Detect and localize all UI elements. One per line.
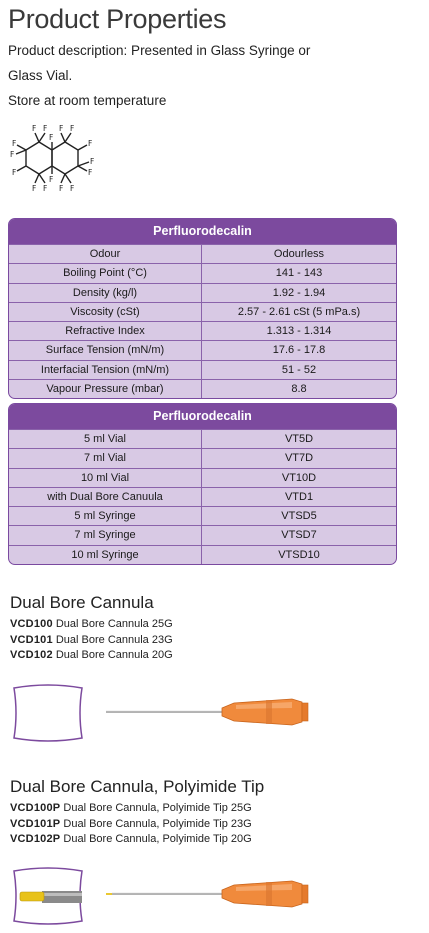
list-item: VCD102P Dual Bore Cannula, Polyimide Tip 20G: [10, 833, 252, 845]
list-item: VCD102 Dual Bore Cannula 20G: [10, 649, 173, 661]
product-description-line-1: Product description: Presented in Glass Syringe or: [8, 43, 311, 58]
table-row: Surface Tension (mN/m) 17.6 - 17.8: [9, 340, 396, 359]
product-description-line-2: Glass Vial.: [8, 68, 73, 83]
dual-bore-cannula-list: [10, 617, 173, 664]
product-codes-table: [8, 403, 397, 565]
cannula-tip-closeup-frame: [12, 682, 84, 744]
svg-text:F: F: [12, 168, 17, 177]
page-title: Product Properties: [8, 4, 227, 34]
svg-text:F: F: [43, 184, 48, 193]
table-row: 5 ml Syringe VTSD5: [9, 506, 396, 525]
polyimide-cannula-title: Dual Bore Cannula, Polyimide Tip: [10, 777, 265, 796]
list-item: VCD101 Dual Bore Cannula 23G: [10, 633, 173, 646]
list-item: VCD101P Dual Bore Cannula, Polyimide Tip 23G: [10, 817, 252, 830]
svg-text:F: F: [10, 150, 15, 159]
table-row: Vapour Pressure (mbar) 8.8: [9, 379, 396, 398]
properties-table-header: Perfluorodecalin: [9, 219, 396, 244]
dual-bore-cannula-image: [106, 694, 312, 730]
table-row: 5 ml Vial VT5D: [9, 429, 396, 448]
svg-text:F: F: [32, 124, 37, 133]
table-row: with Dual Bore Canuula VTD1: [9, 487, 396, 506]
svg-text:F: F: [70, 184, 75, 193]
svg-text:F: F: [88, 139, 93, 148]
table-row: Refractive Index 1.313 - 1.314: [9, 321, 396, 340]
table-row: 7 ml Vial VT7D: [9, 448, 396, 467]
table-row: Density (kg/l) 1.92 - 1.94: [9, 283, 396, 302]
table-row: Viscosity (cSt) 2.57 - 2.61 cSt (5 mPa.s): [9, 302, 396, 321]
properties-table: [8, 218, 397, 399]
table-row: 7 ml Syringe VTSD7: [9, 525, 396, 544]
list-item: VCD100P Dual Bore Cannula, Polyimide Tip 25G: [10, 802, 252, 814]
svg-text:F: F: [43, 124, 48, 133]
polyimide-cannula-list: [10, 801, 252, 848]
polyimide-tip-closeup-frame: [12, 865, 84, 927]
table-row: 10 ml Syringe VTSD10: [9, 545, 396, 564]
svg-text:F: F: [49, 133, 54, 142]
table-row: Boiling Point (°C) 141 - 143: [9, 263, 396, 282]
dual-bore-cannula-title: Dual Bore Cannula: [10, 593, 154, 612]
svg-text:F: F: [32, 184, 37, 193]
svg-text:F: F: [70, 124, 75, 133]
perfluorodecalin-structure-icon: [4, 120, 114, 200]
svg-text:F: F: [90, 157, 95, 166]
svg-text:F: F: [12, 139, 17, 148]
svg-text:F: F: [59, 184, 64, 193]
table-row: Odour Odourless: [9, 244, 396, 263]
table-row: Interfacial Tension (mN/m) 51 - 52: [9, 360, 396, 379]
storage-note: Store at room temperature: [8, 93, 167, 108]
svg-text:F: F: [59, 124, 64, 133]
polyimide-cannula-image: [106, 876, 312, 912]
product-codes-table-header: Perfluorodecalin: [9, 404, 396, 429]
svg-text:F: F: [49, 175, 54, 184]
list-item: VCD100 Dual Bore Cannula 25G: [10, 618, 173, 630]
svg-text:F: F: [88, 168, 93, 177]
table-row: 10 ml Vial VT10D: [9, 468, 396, 487]
